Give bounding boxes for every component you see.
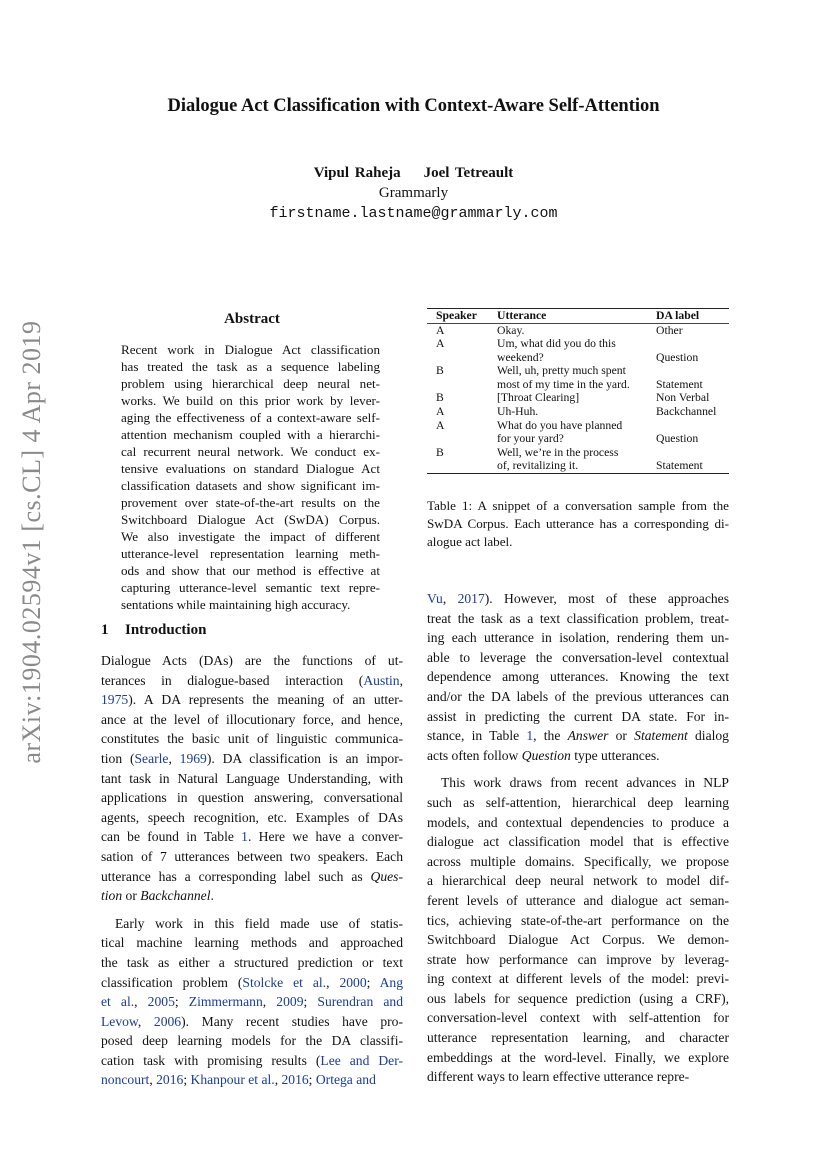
text-run: Early work in this field made use of statis- [115,915,403,931]
text-line [427,793,729,813]
text-run: ; [303,994,318,1010]
text-run: ). However, most of these approaches [484,591,729,606]
text-line [427,930,729,950]
caption-line: SwDA Corpus. Each utterance has a corresponding di- [427,516,729,531]
cell-da-label: Backchannel [656,405,717,419]
citation-link[interactable]: Searle [134,750,169,766]
abstract-line: Switchboard Dialogue Act (SwDA) Corpus. [121,512,380,527]
text-run: , [168,750,180,766]
text-run: , [262,994,277,1010]
emphasis-text: tion [101,888,123,904]
cell-speaker: B [436,391,444,405]
cell-da-label: Statement [656,377,703,391]
column-header-speaker: Speaker [436,309,477,322]
utterance-line: Well, uh, pretty much spent [497,364,626,378]
citation-link[interactable]: 2009 [276,994,304,1010]
text-line [427,969,729,989]
table-caption [427,497,729,551]
citation-link[interactable]: Vu [427,591,443,606]
section-title: Introduction [125,622,207,638]
utterance-line: Um, what did you do this [497,337,616,351]
text-line [101,1012,403,1032]
text-run: dependence among utterances. Knowing the text [427,669,729,685]
cell-utterance [488,364,647,391]
column-header-da-label: DA label [656,309,700,322]
text-run: ing context at different levels of the model: previ- [427,971,729,987]
column-header-utterance: Utterance [497,309,547,322]
cell-da-label: Question [656,350,699,364]
abstract-line: Recent work in Dialogue Act classification [121,342,380,357]
text-run: ). Many recent studies have pro- [181,1013,404,1029]
text-run: ing each utterance in isolation, rendering them un- [427,630,729,646]
abstract-line: has treated the task as a sequence labeling [121,359,380,374]
abstract-line: cal recurrent neural network. We conduct ex- [121,444,380,459]
text-line [427,832,729,852]
text-run: dialog [687,728,729,744]
table-header-row [427,309,729,324]
text-run: , [137,1013,154,1029]
text-run: ; [174,994,189,1010]
abstract-line: classification datasets and show significant im- [121,478,380,493]
utterance-line: weekend? [497,350,544,364]
text-line [101,749,403,769]
utterance-line: What do you have planned [497,418,623,432]
cell-utterance [488,391,647,405]
citation-link[interactable]: noncourt [101,1072,150,1088]
cell-utterance [488,419,647,446]
text-run: ; [183,1072,191,1088]
emphasis-text: Question [521,747,571,763]
text-run: , the [533,728,568,744]
text-line [101,808,403,828]
citation-link[interactable]: 1975 [101,692,129,708]
text-line [427,687,729,707]
text-line [427,989,729,1009]
abstract-line: utterance-level representation learning meth- [121,546,380,561]
paragraph [427,589,729,765]
cell-speaker: A [436,405,445,419]
text-line [101,671,403,691]
text-run: ). A DA represents the meaning of an utter- [128,692,403,708]
text-run: , [134,994,148,1010]
caption-line: Table 1: A snippet of a conversation sample from the [427,498,729,513]
citation-link[interactable]: 2005 [147,994,175,1010]
abstract-line: provement over state-of-the-art results on the [121,495,380,510]
table-row [427,337,729,364]
text-run: ). DA classification is an impor- [206,750,403,766]
text-run: posed deep learning models for the DA classifi- [101,1033,403,1049]
text-run: conversation-level context with self-attention for [427,1010,729,1026]
text-run: . Here we have a conver- [247,829,403,845]
abstract-line: ods and show that our method is effective at [121,563,380,578]
text-line [101,973,403,993]
text-run: different ways to learn effective utterance repre- [427,1069,690,1085]
text-line [101,886,403,906]
abstract-line: works. We build on this prior work by lever- [121,393,380,408]
text-line [427,589,729,609]
text-line [101,710,403,730]
paragraph-gap [101,906,403,914]
cell-utterance [488,405,647,419]
text-run: Dialogue Acts (DAs) are the functions of ut- [101,653,403,668]
author-names: Vipul Raheja Joel Tetreault [313,165,514,181]
text-run: across multiple domains. Specifically, we propose [427,853,729,869]
dialogue-act-table [427,308,729,474]
text-run: sation of 7 utterances between two speakers. Each [101,848,403,864]
cell-da-label: Non Verbal [656,391,710,405]
text-run: terances in dialogue-based interaction ( [101,672,364,688]
text-run: ous labels for sequence prediction (using a CRF), [427,990,729,1006]
text-run: ferent levels of utterance and dialogue act seman- [427,892,729,908]
text-run: a hierarchical deep neural network to model dif- [427,873,729,889]
affiliation: Grammarly [378,185,449,201]
citation-link[interactable]: Ortega and [315,1072,376,1088]
text-run: Switchboard Dialogue Act Corpus. We demon- [427,932,729,948]
text-run: agents, speech recognition, etc. Examples of DAs [101,809,403,825]
text-line [427,1028,729,1048]
text-line [427,707,729,727]
text-line [427,950,729,970]
utterance-line: most of my time in the yard. [497,377,630,391]
text-run: , [399,672,403,688]
text-line [101,867,403,887]
emphasis-text: Answer [567,728,609,744]
citation-link[interactable]: Zimmermann [188,994,263,1010]
text-run: ance at the level of illocutionary force, and hence, [101,711,403,727]
text-line [101,788,403,808]
cell-speaker: B [436,445,444,459]
table-row [427,446,729,474]
text-run: , [149,1072,157,1088]
text-line [101,847,403,867]
text-line [427,891,729,911]
text-run: . [210,888,214,904]
text-run: acts often follow [427,747,522,763]
paragraph [101,914,403,1090]
abstract-line: aging the effectiveness of a context-aware self- [121,410,380,425]
utterance-line: Well, we’re in the process [497,445,619,459]
table-row [427,391,729,405]
arxiv-watermark: arXiv:1904.02594v1 [cs.CL] 4 Apr 2019 [17,320,46,764]
citation-link[interactable]: Surendran and [317,994,404,1010]
text-run: tical machine learning methods and approached [101,935,403,951]
citation-link[interactable]: Austin [363,672,400,688]
text-run: , [326,974,340,990]
text-line [427,667,729,687]
citation-link[interactable]: Stolcke et al. [242,974,327,990]
text-run: strate how performance can improve by leverag- [427,951,729,967]
text-line [427,911,729,931]
text-line [101,953,403,973]
text-line [427,609,729,629]
table-row [427,419,729,446]
abstract-heading: Abstract [224,311,280,327]
citation-link[interactable]: 2006 [153,1013,182,1029]
text-run: treat the task as a text classification problem, treat- [427,610,729,626]
cell-da-label: Question [656,432,699,446]
text-line [427,746,729,766]
text-run: type utterances. [570,747,660,763]
abstract-line: attention mechanism coupled with a hierarchi- [121,427,380,442]
text-line [427,1008,729,1028]
cell-da-label: Statement [656,459,703,473]
cell-speaker: A [436,337,445,351]
paragraph [101,651,403,906]
text-run: models, and contextual dependencies to produce a [427,814,729,830]
utterance-line: of, revitalizing it. [497,459,579,473]
author-email: firstname.lastname@grammarly.com [269,205,558,222]
citation-link[interactable]: 2016 [156,1072,184,1088]
utterance-line: Uh-Huh. [497,405,539,419]
citation-link[interactable]: Ang [379,974,404,990]
text-run: dialogue act classification model that is effective [427,834,729,850]
section-heading-introduction [101,622,206,639]
cell-utterance [488,323,647,337]
abstract-body [121,341,380,613]
text-run: cation task with promising results ( [101,1052,321,1068]
text-run: classification problem ( [101,974,243,990]
text-line [101,769,403,789]
cell-speaker: A [436,323,445,337]
caption-line: alogue act label. [427,534,513,549]
text-run: or [608,728,635,744]
text-run: can be found in Table [101,829,242,845]
citation-link[interactable]: Khanpour et al. [190,1072,275,1088]
text-line [101,914,403,934]
text-run: tics, achieving state-of-the-art performance on the [427,912,729,928]
text-line [427,852,729,872]
text-line [427,726,729,746]
text-run: able to leverage the conversation-level contextual [427,649,729,665]
table-row [427,323,729,337]
abstract-line: We also investigate the impact of different [121,529,380,544]
text-line [101,690,403,710]
text-run: stance, in Table [427,728,527,744]
text-run: , [442,591,458,606]
text-line [427,648,729,668]
emphasis-text: Backchannel [140,888,211,904]
cell-da-label: Other [656,323,683,337]
text-line [427,1067,729,1087]
text-run: or [122,888,141,904]
text-run: assist in predicting the current DA state. For in- [427,708,729,724]
text-run: tant task in Natural Language Understanding, with [101,770,403,786]
citation-link[interactable]: et al. [101,994,135,1010]
text-run: utterance has a corresponding label such as [101,868,371,884]
cell-speaker: B [436,364,444,378]
utterance-line: [Throat Clearing] [497,391,580,405]
text-run: applications in question answering, conversational [101,790,403,806]
citation-link[interactable]: 2016 [281,1072,309,1088]
citation-link[interactable]: Levow [101,1013,138,1029]
citation-link[interactable]: 2000 [339,974,367,990]
paragraph-gap [427,765,729,773]
text-run: the task as either a structured prediction or text [101,954,403,970]
text-line [427,628,729,648]
text-run: constitutes the basic unit of linguistic communica- [101,731,403,747]
text-run: embeddings at the word-level. Finally, we explore [427,1049,729,1065]
text-run: This work draws from recent advances in NLP [441,775,729,791]
text-line [427,773,729,793]
utterance-line: Okay. [497,323,525,337]
text-run: such as self-attention, hierarchical deep learning [427,794,729,810]
text-line [101,1031,403,1051]
text-run: ; [366,974,380,990]
text-line [427,871,729,891]
text-run: and/or the DA labels of the previous utterances can [427,688,729,704]
cell-utterance [488,337,647,364]
text-line [101,1070,403,1090]
text-line [101,933,403,953]
paragraph [427,773,729,1087]
citation-link[interactable]: 2017 [457,591,485,606]
abstract-line: problem using hierarchical deep neural net- [121,376,380,391]
left-column-body [101,651,403,1090]
abstract-line: sentations while maintaining high accuracy. [121,597,351,612]
abstract-line: tensive evaluations on standard Dialogue Act [121,461,380,476]
text-line [101,1051,403,1071]
text-run: ; [308,1072,316,1088]
citation-link[interactable]: 1 [241,829,248,845]
cell-utterance [488,446,647,474]
section-number: 1 [101,622,109,638]
text-line [101,729,403,749]
emphasis-text: Statement [634,728,688,744]
citation-link[interactable]: 1969 [179,750,207,766]
cell-speaker: A [436,418,445,432]
emphasis-text: Ques- [370,868,403,884]
text-run: , [274,1072,282,1088]
text-line [101,827,403,847]
table-row [427,364,729,391]
citation-link[interactable]: 1 [526,728,534,744]
text-line [101,651,403,671]
text-run: tion ( [101,750,135,766]
right-column-body [427,589,729,1087]
citation-link[interactable]: Lee and Der- [320,1052,404,1068]
abstract-line: capturing utterance-level semantic text repre- [121,580,380,595]
text-line [101,992,403,1012]
paper-title: Dialogue Act Classification with Context-Aware Self-Attention [167,96,660,116]
text-line [427,1048,729,1068]
table-row [427,405,729,419]
utterance-line: for your yard? [497,432,564,446]
text-run: utterance representation learning, and character [427,1030,729,1046]
text-line [427,813,729,833]
